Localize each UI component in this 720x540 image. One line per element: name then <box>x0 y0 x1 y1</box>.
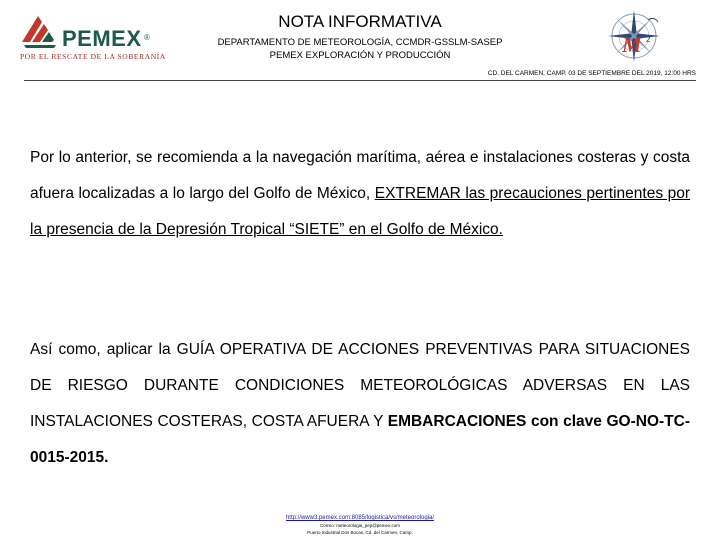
guide-lead: Así como, aplicar la GUÍA OPERATIVA DE ACCIONES PREVENTIVAS PARA SITUACIONES DE RIESGO DURANTE CONDICIONES METEOROLÓGICAS ADVERSAS EN LAS INSTALACIONES COSTERAS, COSTA AFUERA Y <box>30 341 690 430</box>
footer-link[interactable]: http://www3.pemex.com:8085/logistica/vs/meteorologia/ <box>285 515 435 521</box>
recommendation-emphasis: EXTREMAR las precauciones pertinentes por la presencia de la Depresión Tropical “SIETE” en el Golfo de México. <box>30 185 690 238</box>
guide-paragraph <box>30 332 690 476</box>
svg-text:M: M <box>622 32 642 57</box>
dateline: CD. DEL CARMEN, CAMP. 03 DE SEPTIEMBRE DEL 2019, 12:00 HRS <box>487 70 696 77</box>
company-line: PEMEX EXPLORACIÓN Y PRODUCCIÓN <box>269 50 451 61</box>
footer-email: Correo: meteorologia_pep@pemex.com <box>319 523 401 528</box>
svg-text:2: 2 <box>646 35 651 44</box>
pemex-wordmark: PEMEX <box>62 26 142 51</box>
recommendation-paragraph <box>30 140 690 248</box>
recommendation-lead: Por lo anterior, se recomienda a la navegación marítima, aérea e instalaciones costeras y costa afuera localizadas a lo largo del Golfo de México, <box>30 149 690 202</box>
department-line: DEPARTAMENTO DE METEOROLOGÍA, CCMDR-GSSLM-SASEP <box>217 37 503 48</box>
meteorology-logo <box>600 8 670 68</box>
pemex-slogan: POR EL RESCATE DE LA SOBERANÍA <box>20 52 166 61</box>
page-title: NOTA INFORMATIVA <box>278 12 442 31</box>
compass-weather-icon <box>600 8 670 68</box>
footer-address: Puerto Industrial Dos Bocas, Cd. del Carmen, Camp. <box>307 530 413 535</box>
guide-code: EMBARCACIONES con clave GO-NO-TC-0015-2015. <box>30 413 691 466</box>
registered-mark: ® <box>144 33 150 42</box>
header-divider <box>24 80 696 81</box>
